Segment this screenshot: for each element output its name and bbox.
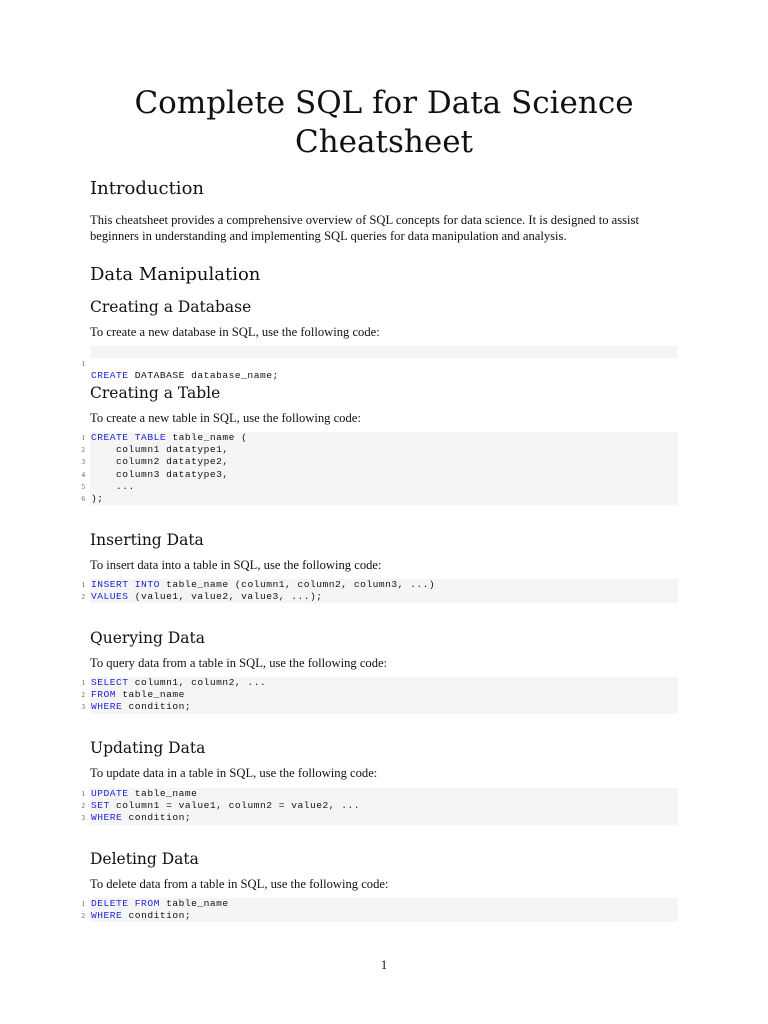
line-number: 2 <box>81 802 85 811</box>
code-text: column3 datatype3, <box>91 468 229 480</box>
code-line <box>76 481 678 493</box>
sql-keyword: CREATE TABLE <box>91 432 167 443</box>
code-block-deleting-data <box>76 898 678 922</box>
code-block-updating-data <box>76 788 678 825</box>
subsection-heading-inserting-data: Inserting Data <box>90 531 204 549</box>
line-number: 5 <box>81 482 85 491</box>
section-heading-introduction: Introduction <box>90 178 204 199</box>
line-number: 3 <box>81 703 85 712</box>
subsection-text-creating-database: To create a new database in SQL, use the following code: <box>90 325 380 339</box>
line-number: 1 <box>81 360 85 369</box>
introduction-paragraph: This cheatsheet provides a comprehensive overview of SQL concepts for data science. It is designed to assist beginners in understanding and implementing SQL queries for data manipulation and analysis. <box>90 213 639 243</box>
line-number: 3 <box>81 814 85 823</box>
sql-keyword: INSERT INTO <box>91 579 160 590</box>
code-text: condition; <box>122 812 192 824</box>
code-block-inserting-data <box>76 579 678 603</box>
code-text: ... <box>91 480 135 492</box>
code-text: DATABASE database_name; <box>128 370 279 382</box>
code-line <box>76 444 678 456</box>
code-block-creating-database <box>76 346 678 382</box>
code-block-querying-data <box>76 677 678 714</box>
subsection-heading-creating-table: Creating a Table <box>90 384 221 402</box>
code-line <box>76 456 678 468</box>
line-number: 1 <box>81 434 85 442</box>
code-text: column2 datatype2, <box>91 456 229 468</box>
code-line <box>76 788 678 800</box>
code-text: table_name (column1, column2, column3, ...) <box>159 579 436 590</box>
section-heading-data-manipulation: Data Manipulation <box>90 264 261 285</box>
sql-keyword: DELETE FROM <box>91 898 160 909</box>
subsection-text-querying-data: To query data from a table in SQL, use the following code: <box>90 656 388 670</box>
sql-keyword: VALUES <box>91 591 129 603</box>
subsection-heading-querying-data: Querying Data <box>90 629 205 647</box>
line-number: 1 <box>81 679 85 687</box>
title-line-2: Cheatsheet <box>295 124 473 160</box>
code-line <box>76 800 678 812</box>
line-number: 6 <box>81 494 85 503</box>
subsection-text-inserting-data: To insert data into a table in SQL, use the following code: <box>90 558 382 572</box>
sql-keyword: WHERE <box>91 701 123 713</box>
line-number: 1 <box>81 790 85 798</box>
line-number: 3 <box>81 458 85 467</box>
subsection-text-updating-data: To update data in a table in SQL, use the following code: <box>90 766 378 780</box>
page-number: 1 <box>380 958 388 972</box>
line-number: 2 <box>81 446 85 455</box>
sql-keyword: WHERE <box>91 812 123 824</box>
code-line <box>76 591 678 603</box>
line-number: 2 <box>81 912 85 921</box>
line-number: 1 <box>81 581 85 589</box>
code-text: (value1, value2, value3, ...); <box>128 591 323 603</box>
document-title <box>90 84 678 162</box>
code-line <box>76 493 678 505</box>
code-line <box>76 689 678 701</box>
sql-keyword: CREATE <box>91 370 129 382</box>
sql-keyword: SET <box>91 800 110 812</box>
code-text: table_name <box>128 788 198 799</box>
line-number: 2 <box>81 593 85 602</box>
code-text: column1 = value1, column2 = value2, ... <box>109 800 361 812</box>
code-text: table_name <box>116 689 185 701</box>
sql-keyword: UPDATE <box>91 788 129 799</box>
code-line <box>76 346 678 382</box>
code-line <box>76 701 678 713</box>
subsection-text-creating-table: To create a new table in SQL, use the following code: <box>90 411 361 425</box>
sql-keyword: WHERE <box>91 910 123 922</box>
code-text: ); <box>91 492 104 504</box>
code-text: table_name <box>159 898 229 909</box>
code-text: table_name ( <box>166 432 248 443</box>
code-block-creating-table <box>76 432 678 505</box>
code-line <box>76 579 678 591</box>
code-line <box>76 677 678 689</box>
code-text: condition; <box>122 910 192 922</box>
code-text: column1, column2, ... <box>128 677 267 688</box>
subsection-heading-deleting-data: Deleting Data <box>90 850 199 868</box>
title-line-1: Complete SQL for Data Science <box>134 85 634 121</box>
code-line <box>76 910 678 922</box>
code-line <box>76 898 678 910</box>
subsection-text-deleting-data: To delete data from a table in SQL, use the following code: <box>90 877 389 891</box>
subsection-heading-creating-database: Creating a Database <box>90 298 252 316</box>
code-text: column1 datatype1, <box>91 444 229 456</box>
line-number: 4 <box>81 470 85 479</box>
subsection-heading-updating-data: Updating Data <box>90 739 206 757</box>
sql-keyword: FROM <box>91 689 117 701</box>
line-number: 1 <box>81 900 85 908</box>
code-line <box>76 469 678 481</box>
line-number: 2 <box>81 691 85 700</box>
code-text: condition; <box>122 701 192 713</box>
code-line <box>76 432 678 444</box>
sql-keyword: SELECT <box>91 677 129 688</box>
code-line <box>76 812 678 824</box>
